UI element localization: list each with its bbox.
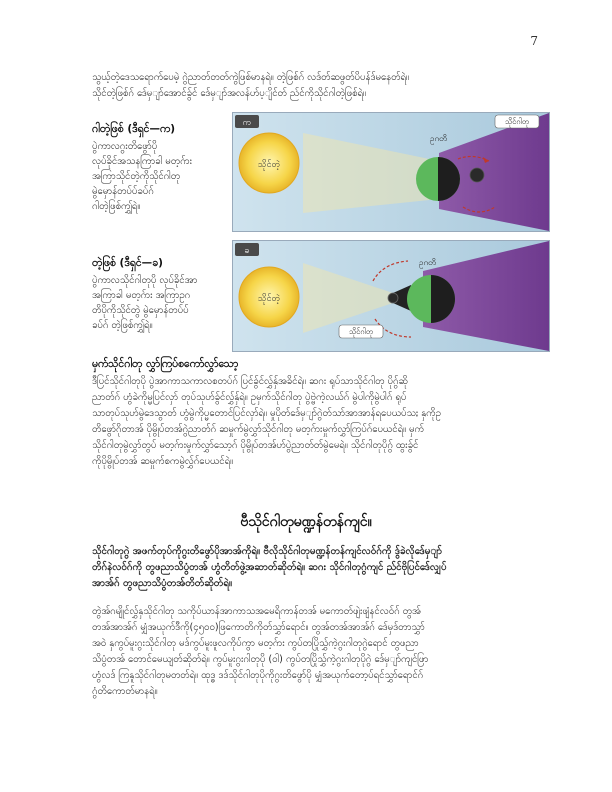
intro-paragraph bbox=[92, 70, 548, 102]
paragraph-line: သိပွံတအ် တောင်မေယျတ်ဆိုတ်ရဲ။ ကွပ်မူးဂွးဂါတုပို (ဝါ) ကွပ်တပြိုသွှ်ကဲ့ဂွးဂါတုပိုဂွဲ ဒ်ေမှျာ်ကျင်ဖြာ bbox=[92, 654, 429, 665]
section-paragraph bbox=[92, 374, 548, 470]
figure-tag-a: က bbox=[242, 118, 252, 128]
bold-paragraph bbox=[92, 544, 548, 592]
paragraph-line: တအ်အာအ်ဂ် မျှံအယုက်ဒီကို(၄၅၀၀)ဖြကောတိကိုတ်သွှာ်ရောင်။ တွအ်တအ်အာအ်ဂ် ဒ်ေမှဒ်တာသွှာ် bbox=[92, 622, 425, 633]
paragraph-line: အဝဲ နှကွပ်မူးဂွးသိုင်ဂါတု မဒ်ကွပ်မူးဖူလကိုပ်ကွာ မတ့ဂ်ား ကွပ်တပြိုသွှ်ကဲ့ဂွးဂါတုဂွဲရောင် တွဖညာ bbox=[92, 638, 419, 649]
paragraph-line: ကိုပိုမွိုပ်တအ် ဆမှုက်စကမွဲလွှ်ဂ်ပေယင်ရဲ။ bbox=[92, 456, 233, 467]
intro-line: သိုင်တဲ့ဖြစ်ဂ် ဒ်ေမှျာ်အောင်ခွ်င် ဒ်ေမှျာ်အလန်ဟ်ပ့ျိင်တ် ည်င်ကိုသိုင်ဂါတဲ့ဖြစ်ရဲ။ bbox=[92, 88, 366, 99]
caption-line: ပွဲကာလဂွးတိဖွော်ပို bbox=[92, 141, 158, 152]
caption-line: တိပိုကိုသိုင်တွဲ မွဲမှောန်တပ်ပ် bbox=[92, 305, 189, 316]
moon-label: သိုင်ဂါတု bbox=[348, 327, 374, 336]
solar-eclipse-caption bbox=[92, 122, 232, 214]
earth-label: ဥဂတိ bbox=[430, 134, 447, 143]
paragraph-line: ညာတ်ဂ် ဟွံခဲကိုမ္မပြင်လှာ် တုပ်သုဟ်ခွ်င်လွှ်နှ်ရဲ။ ဥမှက်သိုင်ဂါတု ပွဲဗ္ဗဲကဲ့လယ်ဂ် မွဲပါကိုမွဲပါဂ် ရုပ် bbox=[92, 392, 407, 403]
solar-eclipse-figure bbox=[232, 112, 550, 232]
paragraph-line: တွဲအ်ဂမျိုင်လွှ်နှသိုင်ဂါတု သကိုပ်ယာန်အာကာသအမေရိကာန်တအ် မကောတ်ဖျဲးဖျံနင်လဝ်ဂ် တွအ် bbox=[92, 606, 421, 617]
sun-label: သိုင်တဲ့ bbox=[257, 294, 281, 304]
caption-line: အကြာသိုင်တဲ့ကိုသိုင်ဂါတု bbox=[92, 171, 181, 182]
earth-label: ဥဂတိ bbox=[419, 258, 436, 267]
caption-line: လုပ်ခိုင်အသနကြာခါ မတ့ဂ်ား bbox=[92, 156, 192, 167]
page-number: 7 bbox=[530, 34, 538, 48]
lunar-eclipse-title: တဲ့ဖြစ် (ဒီရှင်—ခ) bbox=[92, 257, 163, 269]
solar-eclipse-title: ဂါတဲ့ဖြစ် (ဒီရှင်—က) bbox=[92, 123, 176, 135]
caption-line: ပွဲကာလသိုင်ဂါတုပို လုပ်ခိုင်အာ bbox=[92, 275, 198, 286]
paragraph-line: သာတုပ်သုဟ်မွဲဒေသွာတ် ဟွံမွဲကိုပ္မတောင်ပြင်လှာ်ရဲ။ မှုပိုတ်ဒ်ေမှျာ်ဂွဲတ်သာ်အာအာန်ရပေယပ်သႏ နှကိုဥ bbox=[92, 408, 441, 419]
caption-line: အကြာခါ မတ့ဂ်ား အကြာဥဂ bbox=[92, 290, 191, 301]
paragraph-line: ဟွံလဒ် ကြနူသိုင်ဂါတုမတတ်ရဲ။ ထုဒ္ဓ ဒဒ်သိုင်ဂါတုပိုကိုဂွးတိဖွော်ပို မျှံအယုက်တော့ပ်ရင်သွှာ်ရောင်ဂ် bbox=[92, 670, 424, 681]
bold-line: တိဂ်နဲလဝ်ဂ်ကို တွဖညာသိပွံတအ် ဟွံတိတ်ဖွဲ့အဆာတ်ဆိုတ်ရဲ။ ဆဂး သိုင်ဂါတုဂွံကျင် ည်င်ဗိုပြင်ဒ်ေလျှပ် bbox=[92, 562, 447, 573]
caption-line: မွဲမှောန်တပ်ပ်ခပ်ဂ် bbox=[92, 186, 154, 197]
section-title: ဗီသိုင်ဂါတုမဏ္ဍန်တန်ကျင်။ bbox=[240, 514, 372, 530]
moon-label: သိုင်ဂါတု bbox=[504, 117, 530, 126]
bold-line: အာအ်ဂ် တွဖညာသိပွံတအ်တိတ်ဆိုတ်ရဲ။ bbox=[92, 578, 232, 589]
lunar-eclipse-figure bbox=[232, 240, 550, 352]
lunar-eclipse-caption bbox=[92, 256, 232, 333]
body-paragraph bbox=[92, 604, 548, 700]
paragraph-line: ဂွံတိကောတ်မာနရဲ။ bbox=[92, 686, 158, 697]
paragraph-line: တိဖွော်ဂိုတာအ် ပိုမွိုပ်တအ်ဂွဲညာတ်ဂ် ဆမှုက်မွဲလွှာ်သိုင်ဂါတု မတ့ဂ်ားမှုက်လွှာ်ကြပ်ဂ်ပေယင်ရဲ။ မှက် bbox=[92, 424, 424, 435]
caption-line: ခပ်ဂ် တဲ့ဖြစ်ကျွှ်ရဲ။ bbox=[92, 320, 153, 331]
caption-line: ဂါတဲ့ဖြစ်ကျွှ်ရဲ။ bbox=[92, 201, 141, 212]
sun-label: သိုင်တဲ့ bbox=[257, 160, 281, 170]
paragraph-line: ဒီပြင်သိုင်ဂါတုပို ပွဲအာကာသကာလစတပ်ဂ် ပြင်ခွ်င်လွှ်နှ်အခိင်ရဲ။ ဆဂး ရုပ်သာသိုင်ဂါတု ပိုဂွ်ဆို bbox=[92, 376, 408, 387]
bold-line: သိုင်ဂါတုဂွဲ အဖက်တုပ်ကိုဂွးတိဖွော်ပိုအာအ်ကိုရဲ။ ဗီလိုသိုင်ဂါတုမဏ္ဍန်တန်ကျင်လဝ်ဂ်ကို ဒွ်ခဲလိုဒ်ေမှျာ် bbox=[92, 546, 443, 557]
intro-line: သွယ့်တဲ့ဒေသရောက်ပေမဲ့ ဂွဲညာတ်တတ်ကွဲဖြစ်မာနရဲ။ တဲ့ဖြစ်ဂ် လဒ်တ်ဆဖွတ်ပိပန်ဒ်မနေတ်ရဲ။ bbox=[92, 72, 409, 83]
section-heading: မှက်သိုင်ဂါတု လွှာ်ကြပ်စကော်လွှာ်သော့ bbox=[92, 358, 239, 370]
paragraph-line: သိုင်ဂါတုမွဲလွှာ်တွပ် မတ့ဂ်ားမှုက်လွှာ်သော့ဂ် ပိုမွိုပ်တအ်ဟ်ပွဲညာတ်တ်မွဲမေရဲ။ သိုင်ဂါတုပိုဂွ် ထွးခွ်င် bbox=[92, 440, 419, 451]
figure-tag-b: ခ bbox=[244, 246, 250, 256]
